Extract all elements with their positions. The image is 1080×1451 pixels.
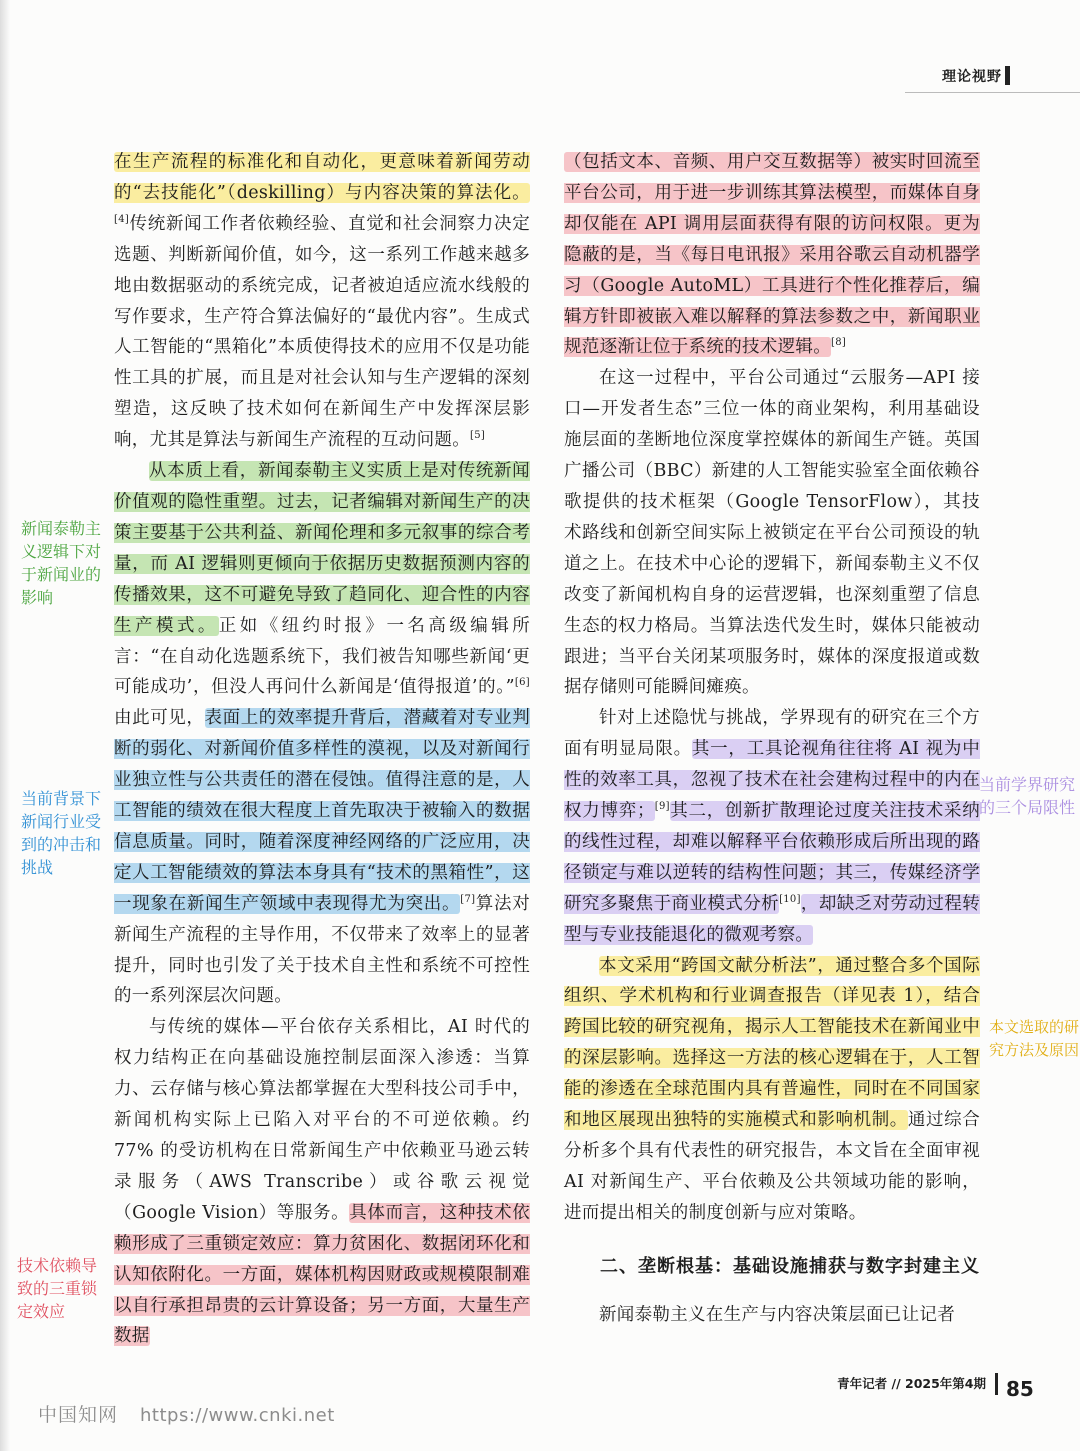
right-column (564, 147, 980, 1331)
citation: [8] (831, 337, 847, 349)
text: 与传统的媒体—平台依存关系相比，AI 时代的权力结构正在向基础设施控制层面深入渗透：当算力、云存储与核心算法都掌握在大型科技公司手中，新闻机构实际上已陷入对平台的不可逆依赖。约 77% 的受访机构在日常新闻生产中依赖亚马逊云转录服务（AWS Transcribe）或谷歌云视觉（Google Vision）等服务。 (114, 1017, 530, 1223)
section-heading: 二、垄断根基：基础设施捕获与数字封建主义 (600, 1255, 980, 1277)
highlight-purple: 其一，工具论视角往往将 AI 视为中性的效率工具，忽视了技术在社会建构过程中的内在权力博弈； (564, 739, 980, 822)
paragraph (564, 951, 980, 1229)
highlight-red: （包括文本、音频、用户交互数据等）被实时回流至平台公司，用于进一步训练其算法模型，而媒体自身却仅能在 API 调用层面获得有限的访问权限。更为隐蔽的是，当《每日电讯报》采用谷歌云自动机器学习（Google AutoML）工具进行个性化推荐后，编辑方针即被嵌入难以解释的算法参数之中，新闻职业规范逐渐让位于系统的技术逻辑。 (564, 152, 980, 358)
journal-info: 青年记者 // 2025年第4期 (837, 1376, 986, 1391)
paragraph (114, 1012, 530, 1352)
page-number: 85 (1006, 1377, 1034, 1401)
paragraph (114, 147, 530, 456)
citation: [4] (114, 213, 130, 225)
highlight-blue: 表面上的效率提升背后，潜藏着对专业判断的弱化、对新闻价值多样性的漠视，以及对新闻行业独立性与公共责任的潜在侵蚀。值得注意的是，人工智能的绩效在很大程度上首先取决于被输入的数据信息质量。同时，随着深度神经网络的广泛应用，决定人工智能绩效的算法本身具有“技术的黑箱性”，这一现象在新闻生产领域中表现得尤为突出。 (114, 708, 530, 914)
paragraph (564, 363, 980, 703)
watermark-url: https://www.cnki.net (140, 1405, 335, 1426)
margin-note-red: 技术依赖导致的三重锁定效应 (17, 1256, 98, 1321)
left-column (114, 147, 530, 1352)
citation: [7] (460, 893, 476, 905)
section-marker (1005, 66, 1010, 85)
text: 新闻泰勒主义在生产与内容决策层面已让记者 (599, 1304, 955, 1325)
citation: [9] (654, 801, 670, 813)
margin-note-yellow: 本文选取的研究方法及原因 (989, 1018, 1080, 1059)
text: 在这一过程中，平台公司通过“云服务—API 接口—开发者生态”三位一体的商业架构，利用基础设施层面的垄断地位深度掌控媒体的新闻生产链。英国广播公司（BBC）新建的人工智能实验室全面依赖谷歌提供的技术框架（Google TensorFlow），其技术路线和创新空间实际上被锁定在平台公司预设的轨道之上。在技术中心论的逻辑下，新闻泰勒主义不仅改变了新闻机构自身的运营逻辑，也深刻重塑了信息生态的权力格局。当算法迭代发生时，媒体只能被动跟进；当平台关闭某项服务时，媒体的深度报道或数据存储则可能瞬间瘫痪。 (564, 368, 980, 698)
margin-note-blue: 当前背景下新闻行业受到的冲击和挑战 (21, 789, 102, 877)
highlight-yellow: 本文采用“跨国文献分析法”，通过整合多个国际组织、学术机构和行业调查报告（详见表 1），结合跨国比较的研究视角，揭示人工智能技术在新闻业中的深层影响。选择这一方法的核心逻辑在于，人工智能的渗透在全球范围内具有普遍性，同时在不同国家和地区展现出独特的实施模式和影响机制。 (564, 955, 980, 1131)
footer-marker (995, 1373, 998, 1395)
text: 通过综合分析多个具有代表性的研究报告，本文旨在全面审视 AI 对新闻生产、平台依赖及公共领域功能的影响，进而提出相关的制度创新与应对策略。 (564, 1110, 981, 1223)
highlight-purple: ，却缺乏对劳动过程转型与专业技能退化的微观考察。 (564, 893, 981, 945)
text: 算法对新闻生产流程的主导作用，不仅带来了效率上的显著提升，同时也引发了关于技术自主性和系统不可控性的一系列深层次问题。 (114, 893, 530, 1007)
highlight-green: 从本质上看，新闻泰勒主义实质上是对传统新闻价值观的隐性重塑。过去，记者编辑对新闻生产的决策主要基于公共利益、新闻伦理和多元叙事的综合考量，而 AI 逻辑则更倾向于依据历史数据预测内容的传播效果，这不可避免导致了趋同化、迎合性的内容生产模式。 (114, 461, 530, 636)
paragraph (564, 1300, 980, 1331)
paragraph (114, 456, 530, 1012)
citation: [5] (470, 430, 486, 442)
text: 正如《纽约时报》一名高级编辑所言：“在自动化选题系统下，我们被告知哪些新闻‘更可能成功’，但没人再问什么新闻是‘值得报道’的。” (114, 615, 531, 698)
highlight-yellow: 在生产流程的标准化和自动化，更意味着新闻劳动的“去技能化”（deskilling）与内容决策的算法化。 (114, 152, 530, 203)
watermark-brand: 中国知网 (38, 1404, 119, 1426)
section-title: 理论视野 (942, 69, 1002, 85)
text: 由此可见， (114, 708, 205, 729)
highlight-red: 具体而言，这种技术依赖形成了三重锁定效应：算力贫困化、数据闭环化和认知依附化。一方面，媒体机构因财政或规模限制难以自行承担昂贵的云计算设备；另一方面，大量生产数据 (114, 1202, 531, 1347)
margin-note-green: 新闻泰勒主义逻辑下对于新闻业的影响 (21, 519, 102, 607)
highlight-purple: 其二，创新扩散理论过度关注技术采纳的线性过程，却难以解释平台依赖形成后所出现的路径锁定与难以逆转的结构性问题；其三，传媒经济学研究多聚焦于商业模式分析 (564, 801, 980, 914)
header-rule (905, 92, 1080, 93)
citation: [10] (779, 893, 801, 905)
paragraph (564, 703, 980, 950)
text: 针对上述隐忧与挑战，学界现有的研究在三个方面有明显局限。 (564, 708, 980, 760)
citation: [6] (514, 677, 530, 689)
page-edge (0, 0, 10, 1451)
margin-note-purple: 当前学界研究的三个局限性 (979, 775, 1076, 817)
watermark (38, 1400, 335, 1427)
paragraph (564, 147, 980, 363)
text: 传统新闻工作者依赖经验、直觉和社会洞察力决定选题、判断新闻价值，如今，这一系列工作越来越多地由数据驱动的系统完成，记者被迫适应流水线般的写作要求，生产符合算法偏好的“最优内容”。生成式人工智能的“黑箱化”本质使得技术的应用不仅是功能性工具的扩展，而且是对社会认知与生产逻辑的深刻塑造，这反映了技术如何在新闻生产中发挥深层影响，尤其是算法与新闻生产流程的互动问题。 (114, 213, 530, 451)
